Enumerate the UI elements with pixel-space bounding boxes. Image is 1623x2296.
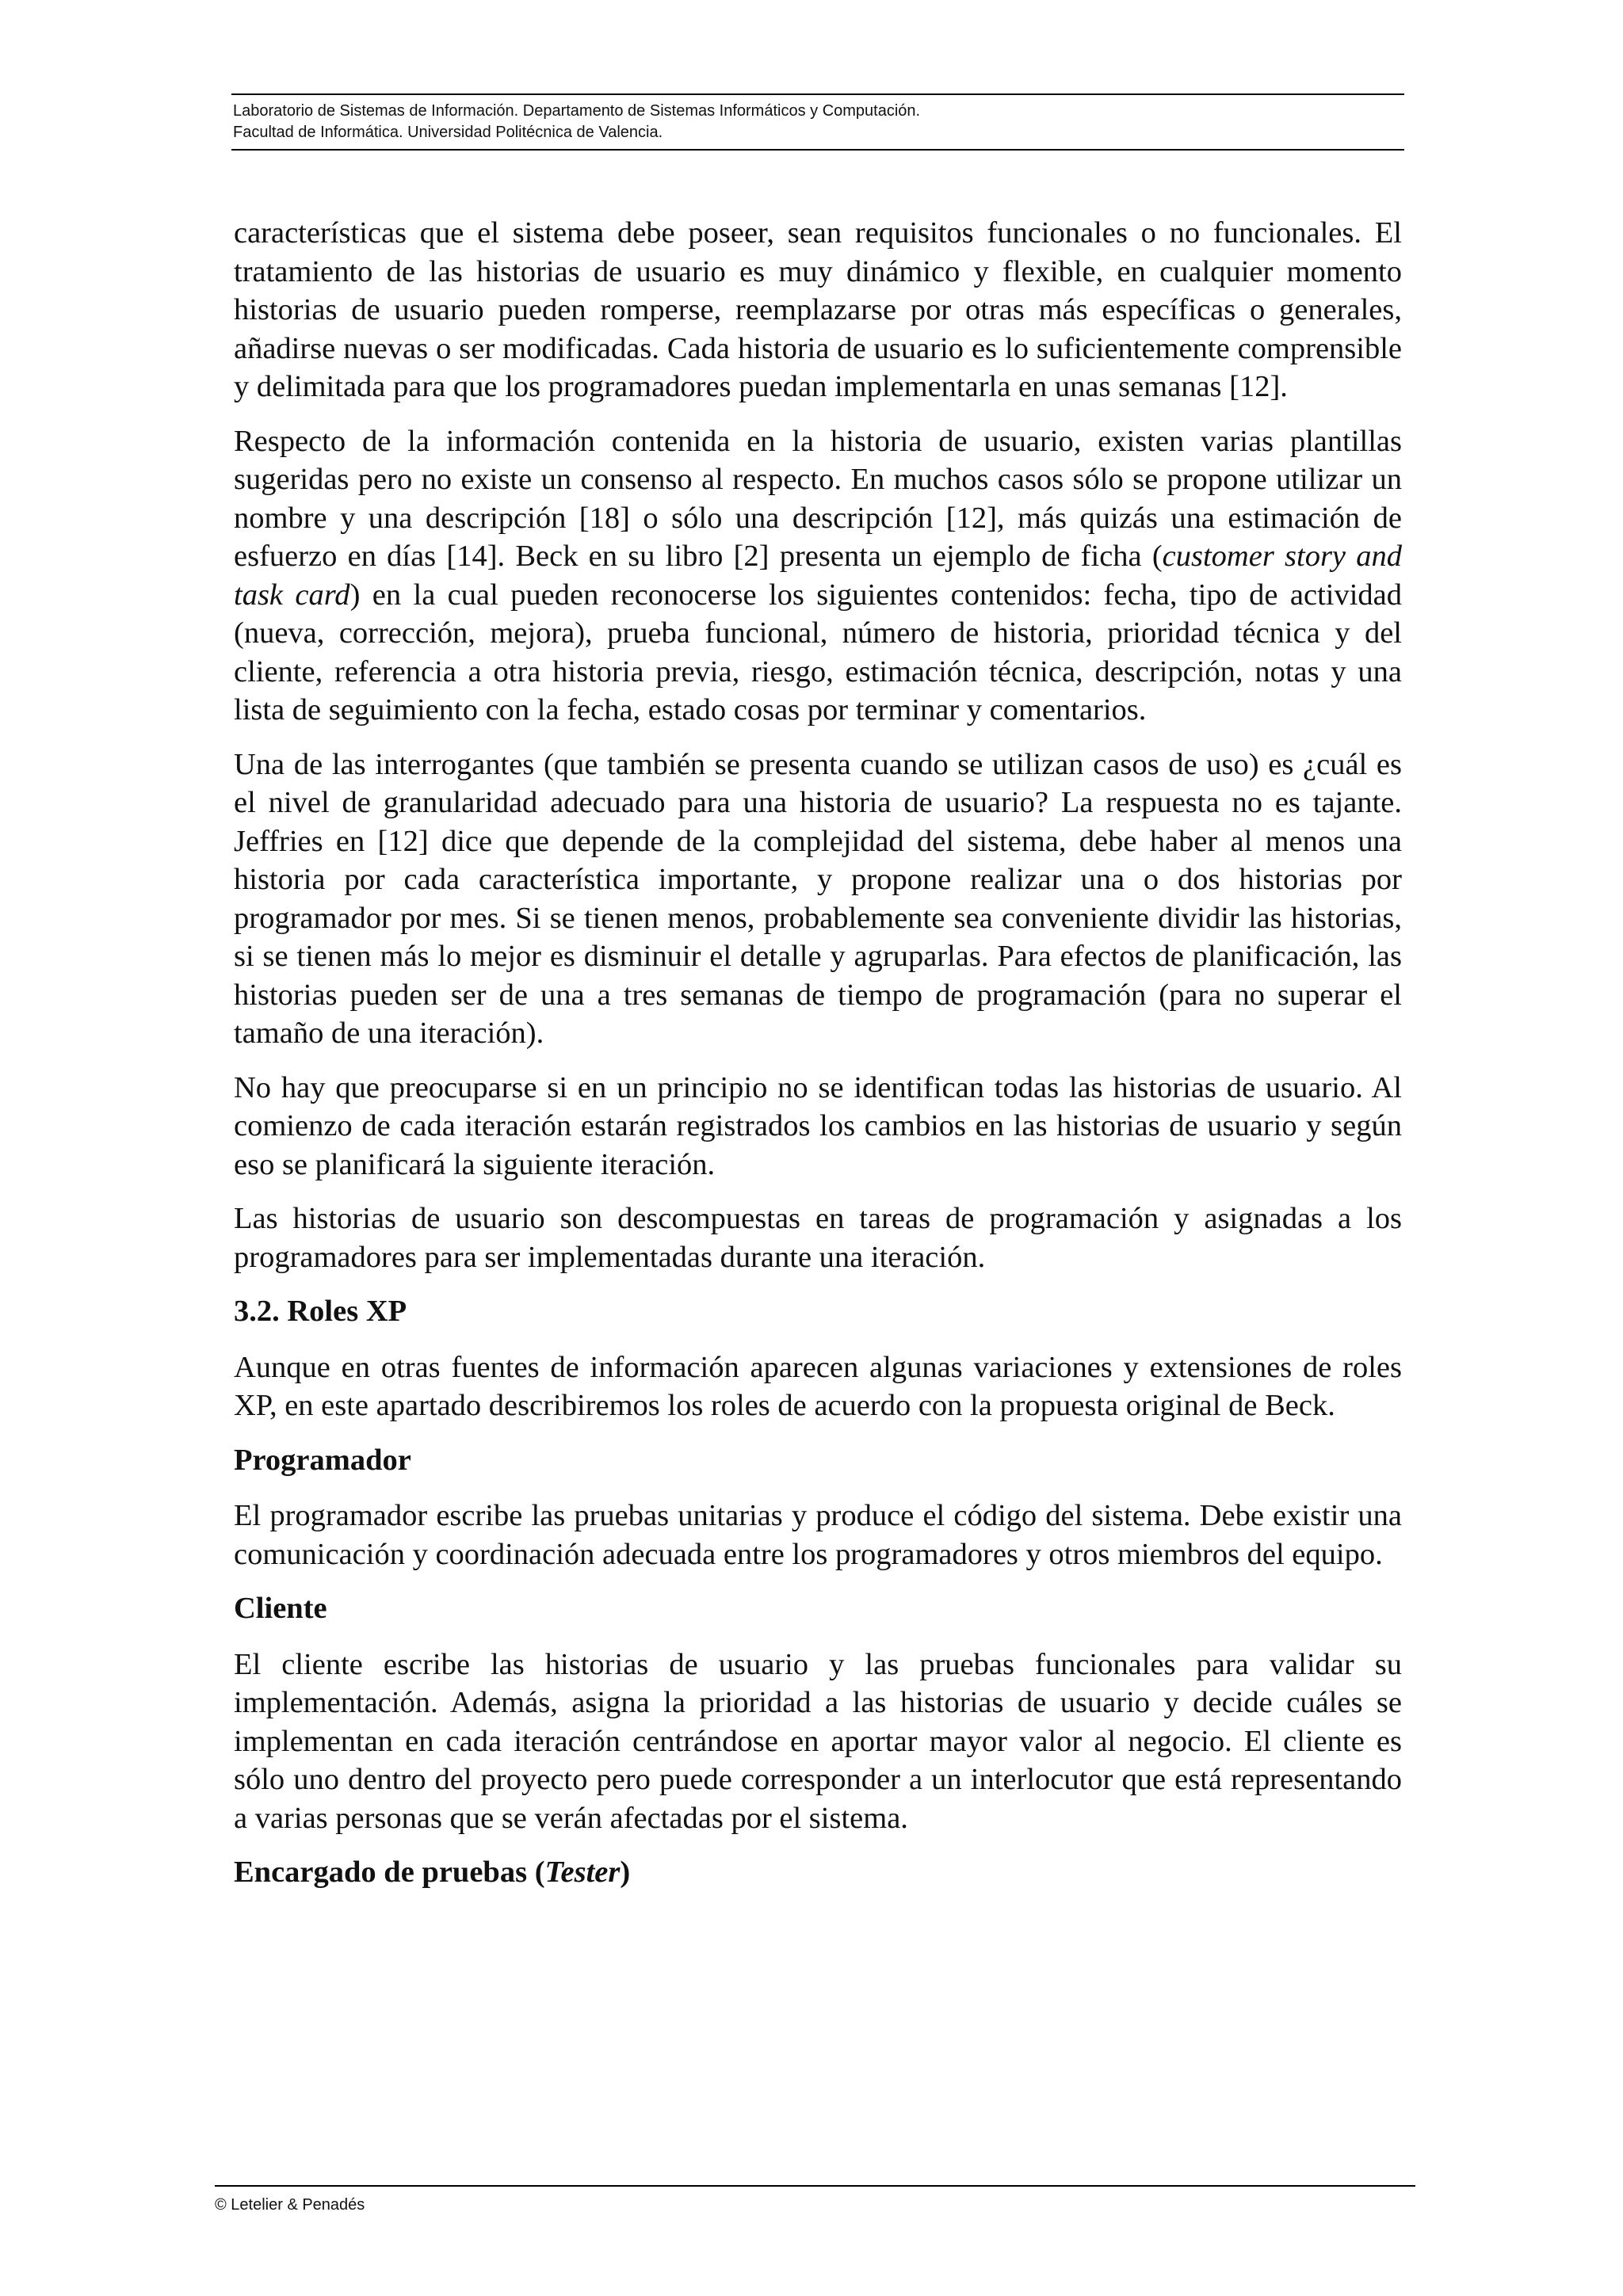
paragraph-text: ) en la cual pueden reconocerse los siguientes contenidos: fecha, tipo de actividad (nueva, corrección, mejora), prueba funcional, número de historia, prioridad técnica y del cliente, referencia a otra historia previa, riesgo, estimación técnica, descripción, notas y una lista de seguimiento con la fecha, estado cosas por terminar y comentarios. [234, 578, 1402, 727]
italic-term: Tester [544, 1855, 621, 1889]
paragraph-decomposition: Las historias de usuario son descompuestas en tareas de programación y asignadas a los programadores para ser implementadas durante una iteración. [234, 1202, 1402, 1274]
document-body [234, 214, 1402, 1909]
heading-text: Encargado de pruebas ( [234, 1855, 545, 1889]
paragraph-user-story-templates [234, 422, 1402, 730]
subheading-tester [234, 1853, 1402, 1892]
page-header [231, 93, 1404, 151]
copyright-text: © Letelier & Penadés [215, 2196, 365, 2214]
header-institution-line: Laboratorio de Sistemas de Información. Departamento de Sistemas Informáticos y Computación. [233, 102, 921, 120]
paragraph-cliente: El cliente escribe las historias de usuario y las pruebas funcionales para validar su implementación. Además, asigna la prioridad a las historias de usuario y decide cuáles se implementan en cada iteración centrándose en aportar mayor valor al negocio. El cliente es sólo uno dentro del proyecto pero puede corresponder a un interlocutor que está representando a varias personas que se verán afectadas por el sistema. [234, 1647, 1402, 1835]
section-heading-roles-xp: 3.2. Roles XP [234, 1295, 407, 1328]
italic-term: customer story and task card [234, 540, 1402, 612]
paragraph-text: Respecto de la información contenida en la historia de usuario, existen varias plantillas sugeridas pero no existe un consenso al respecto. En muchos casos sólo se propone utilizar un nombre y una descripción [18] o sólo una descripción [12], más quizás una estimación de esfuerzo en días [14]. Beck en su libro [2] presenta un ejemplo de ficha ( [234, 424, 1402, 573]
subheading-cliente: Cliente [234, 1592, 327, 1625]
paragraph-identification: No hay que preocuparse si en un principio no se identifican todas las historias de usuario. Al comienzo de cada iteración estarán registrados los cambios en las historias de usuario y según eso se planificará la siguiente iteración. [234, 1070, 1402, 1181]
heading-text: ) [620, 1855, 631, 1889]
page-footer [215, 2185, 1415, 2215]
header-faculty-line: Facultad de Informática. Universidad Politécnica de Valencia. [233, 124, 663, 141]
paragraph-roles-intro: Aunque en otras fuentes de información aparecen algunas variaciones y extensiones de roles XP, en este apartado describiremos los roles de acuerdo con la propuesta original de Beck. [234, 1350, 1402, 1422]
paragraph-programador: El programador escribe las pruebas unitarias y produce el código del sistema. Debe existir una comunicación y coordinación adecuada entre los programadores y otros miembros del equipo. [234, 1499, 1402, 1571]
subheading-programador: Programador [234, 1443, 411, 1477]
paragraph-user-stories-treatment: características que el sistema debe poseer, sean requisitos funcionales o no funcionales. El tratamiento de las historias de usuario es muy dinámico y flexible, en cualquier momento historias de usuario pueden romperse, reemplazarse por otras más específicas o generales, añadirse nuevas o ser modificadas. Cada historia de usuario es lo suficientemente comprensible y delimitada para que los programadores puedan implementarla en unas semanas [12]. [234, 216, 1402, 403]
paragraph-granularity: Una de las interrogantes (que también se presenta cuando se utilizan casos de uso) es ¿cuál es el nivel de granularidad adecuado para una historia de usuario? La respuesta no es tajante. Jeffries en [12] dice que depende de la complejidad del sistema, debe haber al menos una historia por cada característica importante, y propone realizar una o dos historias por programador por mes. Si se tienen menos, probablemente sea conveniente dividir las historias, si se tienen más lo mejor es disminuir el detalle y agruparlas. Para efectos de planificación, las historias pueden ser de una a tres semanas de tiempo de programación (para no superar el tamaño de una iteración). [234, 747, 1402, 1050]
